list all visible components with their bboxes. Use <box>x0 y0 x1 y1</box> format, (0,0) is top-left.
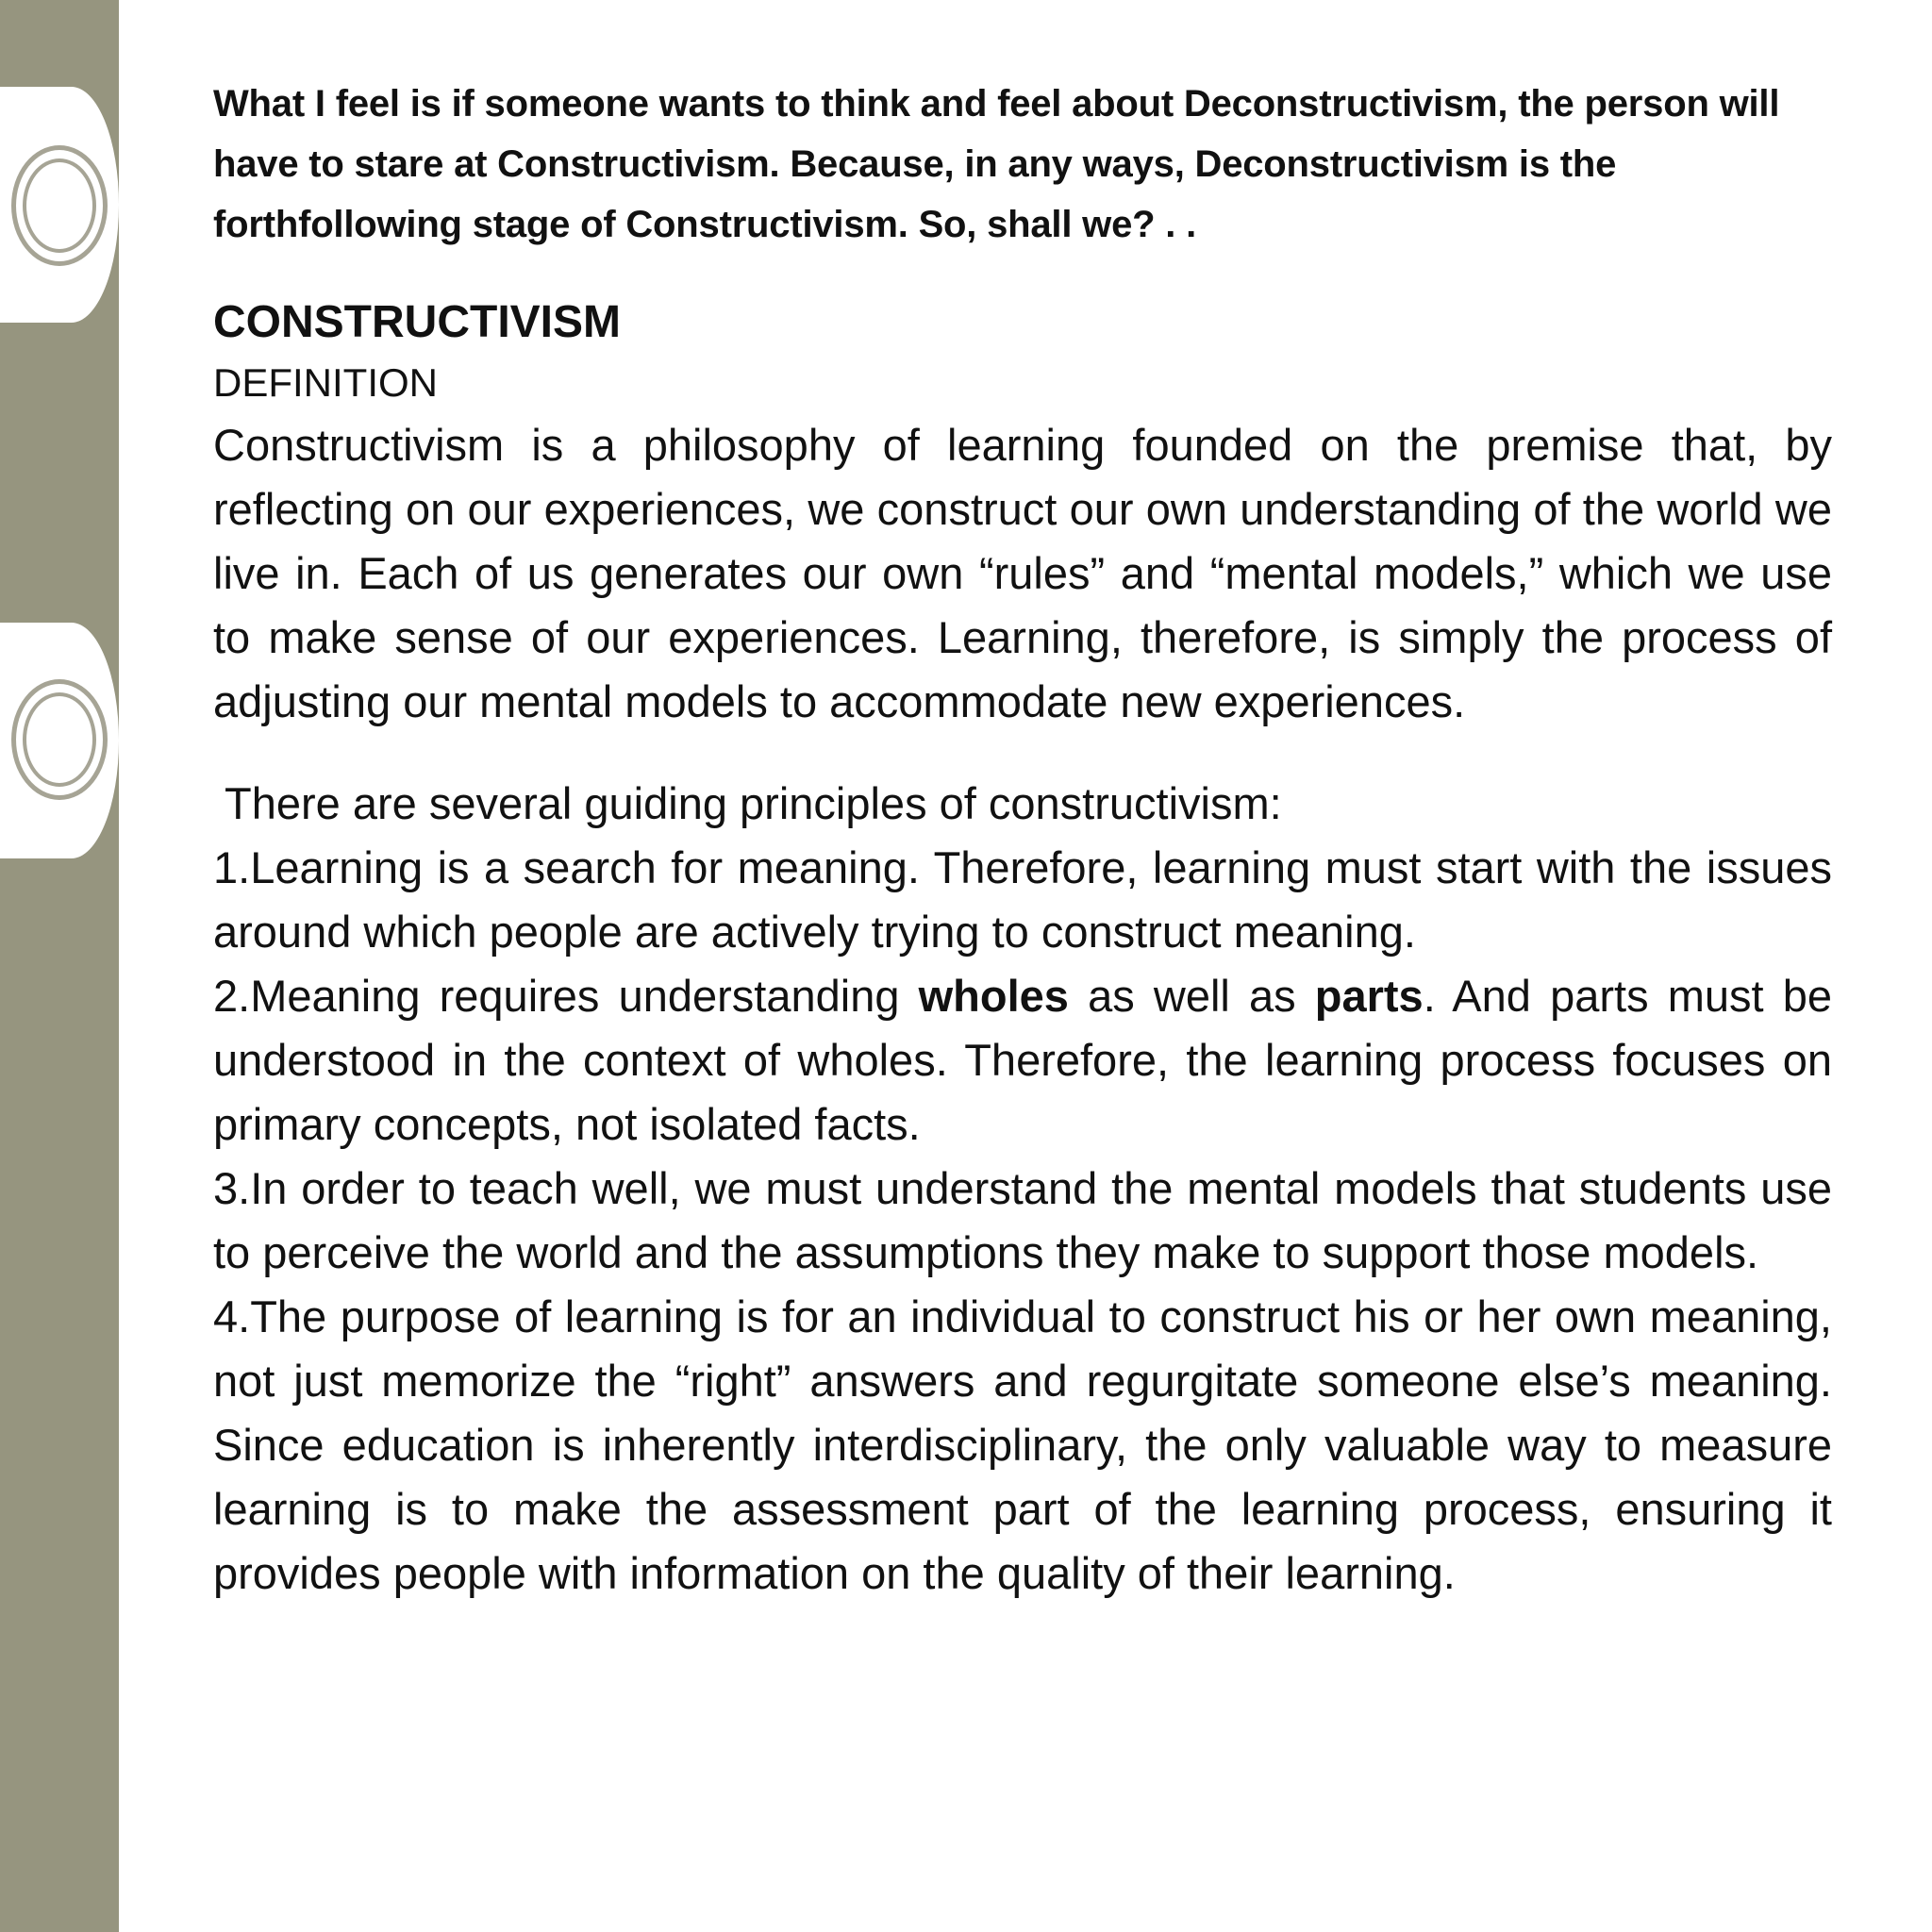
principle-2 <box>213 964 1832 1157</box>
principle-1: 1.Learning is a search for meaning. Therefore, learning must start with the issues around which people are actively trying to construct meaning. <box>213 842 1832 957</box>
section-title: CONSTRUCTIVISM <box>213 297 621 347</box>
intro-paragraph: What I feel is if someone wants to think and feel about Deconstructivism, the person will have to stare at Constructivism. Because, in any ways, Deconstructivism is the forthfollowing stage of Constructivism. So, shall we? . . <box>213 83 1780 245</box>
principles-intro: There are several guiding principles of constructivism: <box>225 778 1282 828</box>
ring-ornament-middle-inner <box>23 692 96 787</box>
definition-label: DEFINITION <box>213 360 438 405</box>
principle-2-text-b: as well as <box>1068 971 1315 1021</box>
principle-4: 4.The purpose of learning is for an individual to construct his or her own meaning, not just memorize the “right” answers and regurgitate someone else’s meaning. Since education is inherently interdisciplinary, the only valuable way to measure learning is to make the assessment part of the learning process, ensuring it provides people with information on the quality of their learning. <box>213 1291 1832 1598</box>
ring-ornament-top-inner <box>23 158 96 253</box>
principle-2-bold-parts: parts <box>1314 971 1424 1021</box>
principle-2-text-a: 2.Meaning requires understanding <box>213 971 919 1021</box>
principle-3: 3.In order to teach well, we must understand the mental models that students use to perceive the world and the assumptions they make to support those models. <box>213 1163 1832 1277</box>
principle-2-bold-wholes: wholes <box>918 971 1069 1021</box>
principle-2-text-c: . And parts must be understood in the context of wholes. Therefore, the learning process focuses on primary concepts, not isolated facts. <box>213 971 1832 1149</box>
slide-content <box>213 74 1832 1606</box>
definition-text: Constructivism is a philosophy of learning founded on the premise that, by reflecting on our experiences, we construct our own understanding of the world we live in. Each of us generates our own “rules” and “mental models,” which we use to make sense of our experiences. Learning, therefore, is simply the process of adjusting our mental models to accommodate new experiences. <box>213 420 1832 726</box>
